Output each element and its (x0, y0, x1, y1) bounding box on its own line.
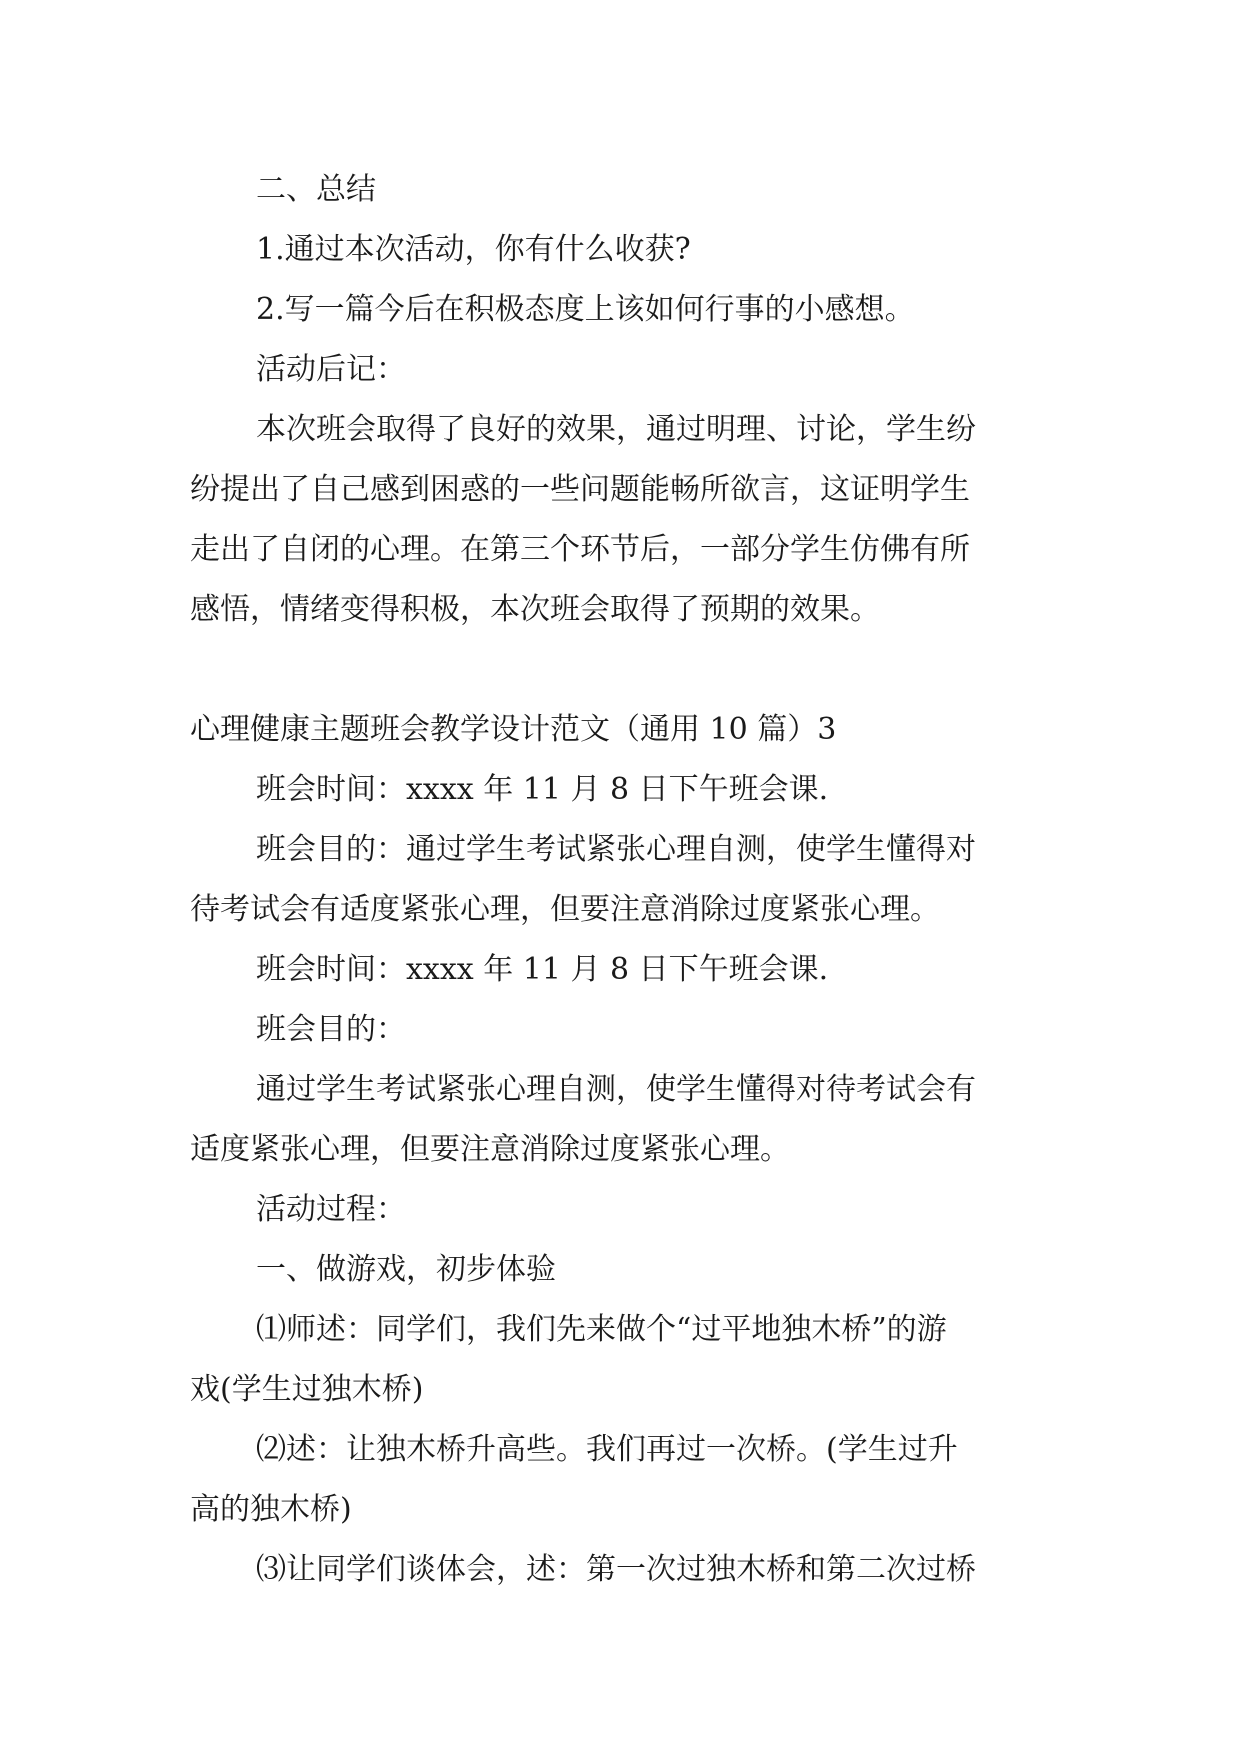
meeting-goal-text-line: 适度紧张心理，但要注意消除过度紧张心理。 (190, 1132, 790, 1167)
meeting-time-repeat: 班会时间：xxxx 年 11 月 8 日下午班会课. (256, 952, 829, 987)
summary-question-2: 2.写一篇今后在积极态度上该如何行事的小感想。 (256, 292, 915, 327)
step-item-line: ⑵述：让独木桥升高些。我们再过一次桥。(学生过升 (256, 1432, 958, 1467)
meeting-time: 班会时间：xxxx 年 11 月 8 日下午班会课. (256, 772, 829, 807)
postscript-line: 本次班会取得了良好的效果，通过明理、讨论，学生纷 (256, 412, 976, 447)
step-item-line: ⑴师述：同学们，我们先来做个“过平地独木桥”的游 (256, 1312, 947, 1347)
article-heading: 心理健康主题班会教学设计范文（通用 10 篇）3 (190, 712, 837, 747)
postscript-line: 纷提出了自己感到困惑的一些问题能畅所欲言，这证明学生 (190, 472, 970, 507)
step-title: 一、做游戏，初步体验 (256, 1252, 556, 1287)
postscript-line: 走出了自闭的心理。在第三个环节后，一部分学生仿佛有所 (190, 532, 970, 567)
process-label: 活动过程： (256, 1192, 406, 1227)
meeting-goal-line: 班会目的：通过学生考试紧张心理自测，使学生懂得对 (256, 832, 976, 867)
postscript-label: 活动后记： (256, 352, 406, 387)
step-item-line: 高的独木桥) (190, 1492, 352, 1527)
step-item-line: 戏(学生过独木桥) (190, 1372, 424, 1407)
meeting-goal-text-line: 通过学生考试紧张心理自测，使学生懂得对待考试会有 (256, 1072, 976, 1107)
document-page (190, 160, 1052, 1600)
postscript-line: 感悟，情绪变得积极，本次班会取得了预期的效果。 (190, 592, 880, 627)
summary-question-1: 1.通过本次活动，你有什么收获? (256, 232, 691, 267)
step-item-line: ⑶让同学们谈体会，述：第一次过独木桥和第二次过桥 (256, 1552, 976, 1587)
meeting-goal-label: 班会目的： (256, 1012, 406, 1047)
section-title-summary: 二、总结 (256, 172, 376, 207)
meeting-goal-line: 待考试会有适度紧张心理，但要注意消除过度紧张心理。 (190, 892, 940, 927)
